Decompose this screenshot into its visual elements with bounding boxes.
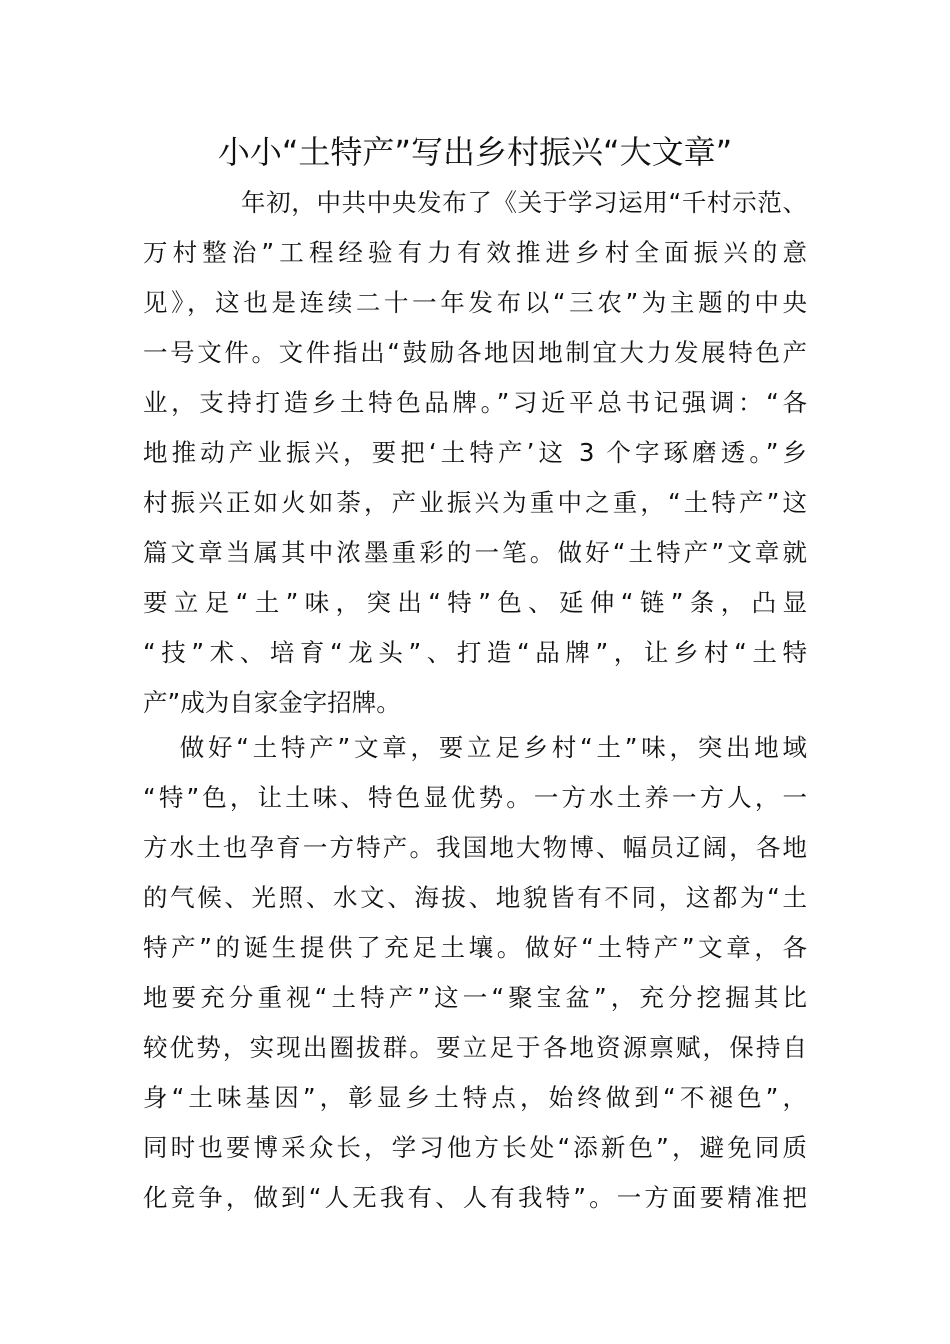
text-line: 要立足“土”味，突出“特”色、延伸“链”条，凸显	[143, 588, 807, 617]
text-line: 身“土味基因”，彰显乡土特点，始终做到“不褪色”，	[143, 1083, 807, 1112]
text-line: 较优势，实现出圈拔群。要立足于各地资源禀赋，保持自	[143, 1033, 807, 1062]
text-line: “特”色，让土味、特色显优势。一方水土养一方人，一	[143, 783, 807, 812]
text-line: 的气候、光照、水文、海拔、地貌皆有不同，这都为“土	[143, 883, 807, 912]
text-line: 年初，中共中央发布了《关于学习运用“千村示范、	[241, 188, 807, 217]
text-line: “技”术、培育“龙头”、打造“品牌”，让乡村“土特	[143, 638, 807, 667]
text-line: 方水土也孕育一方特产。我国地大物博、幅员辽阔，各地	[143, 833, 807, 862]
text-line: 地要充分重视“土特产”这一“聚宝盆”，充分挖掘其比	[143, 983, 807, 1012]
text-line: 见》，这也是连续二十一年发布以“三农”为主题的中央	[143, 288, 807, 317]
text-line: 化竞争，做到“人无我有、人有我特”。一方面要精准把	[143, 1183, 807, 1212]
text-line: 村振兴正如火如荼，产业振兴为重中之重，“土特产”这	[143, 488, 807, 517]
text-line: 产”成为自家金字招牌。	[143, 688, 401, 717]
text-line: 地推动产业振兴，要把‘土特产’这 3 个字琢磨透。”乡	[143, 438, 807, 467]
text-line: 一号文件。文件指出“鼓励各地因地制宜大力发展特色产	[143, 338, 807, 367]
text-line: 做好“土特产”文章，要立足乡村“土”味，突出地域	[179, 733, 807, 762]
text-line: 特产”的诞生提供了充足土壤。做好“土特产”文章，各	[143, 933, 807, 962]
page-title: 小小“土特产”写出乡村振兴“大文章”	[217, 133, 733, 171]
paragraph-2	[143, 723, 807, 1223]
text-line: 万村整治”工程经验有力有效推进乡村全面振兴的意	[143, 238, 807, 267]
text-line: 同时也要博采众长，学习他方长处“添新色”，避免同质	[143, 1133, 807, 1162]
paragraph-1	[143, 178, 807, 728]
text-line: 篇文章当属其中浓墨重彩的一笔。做好“土特产”文章就	[143, 538, 807, 567]
text-line: 业，支持打造乡土特色品牌。”习近平总书记强调：“各	[143, 388, 807, 417]
